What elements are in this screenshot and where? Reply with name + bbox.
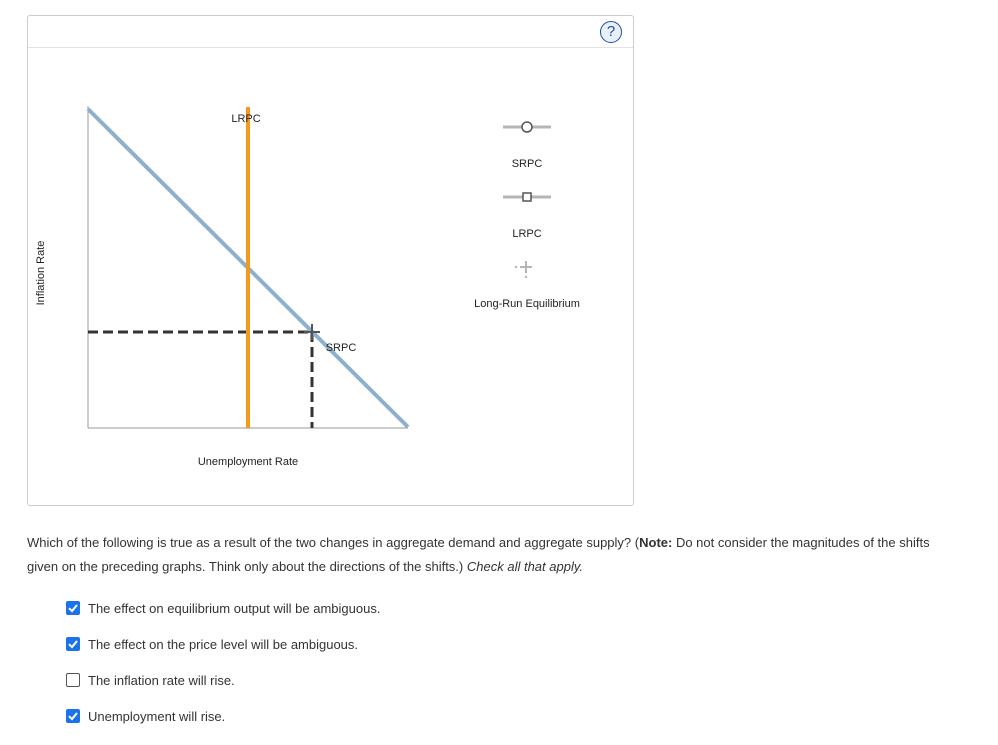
legend-equilibrium-label: Long-Run Equilibrium <box>474 298 580 310</box>
checkbox-checked-icon[interactable] <box>66 637 80 651</box>
question-text <box>27 531 947 579</box>
option-inflation-rise[interactable] <box>66 670 466 690</box>
option-output-ambiguous[interactable] <box>66 598 466 618</box>
legend-lrpc-tool[interactable] <box>503 193 551 240</box>
legend-srpc-label: SRPC <box>511 158 543 170</box>
phillips-curve-graph <box>28 16 633 505</box>
option-label: The effect on the price level will be ambiguous. <box>88 636 359 652</box>
circle-marker-icon <box>522 122 532 132</box>
checkbox-unchecked-icon[interactable] <box>66 673 80 687</box>
note-label: Note: <box>639 535 673 550</box>
srpc-label: SRPC <box>325 342 357 354</box>
x-axis-label: Unemployment Rate <box>197 456 299 468</box>
option-label: Unemployment will rise. <box>88 708 226 724</box>
checkbox-checked-icon[interactable] <box>66 601 80 615</box>
question-instruction: Check all that apply. <box>466 559 583 574</box>
question-main: Which of the following is true as a result of the two changes in aggregate demand and aggregate supply? ( <box>27 535 640 550</box>
question-note: Do not consider the magnitudes of the shifts given on the preceding graphs. Think only about the directions of the shifts.) <box>27 535 930 574</box>
option-price-ambiguous[interactable] <box>66 634 466 654</box>
cross-marker-icon <box>515 261 532 278</box>
legend-lrpc-label: LRPC <box>512 228 542 240</box>
help-icon[interactable]: ? <box>600 21 622 43</box>
graph-panel <box>27 15 634 506</box>
y-axis-label: Inflation Rate <box>35 240 47 306</box>
option-unemployment-rise[interactable] <box>66 706 466 726</box>
legend-equilibrium-tool[interactable] <box>474 261 580 310</box>
legend-srpc-tool[interactable] <box>503 122 551 170</box>
lrpc-label: LRPC <box>231 113 261 125</box>
option-label: The effect on equilibrium output will be ambiguous. <box>88 600 381 616</box>
checkbox-checked-icon[interactable] <box>66 709 80 723</box>
square-marker-icon <box>523 193 531 201</box>
option-label: The inflation rate will rise. <box>88 672 235 688</box>
